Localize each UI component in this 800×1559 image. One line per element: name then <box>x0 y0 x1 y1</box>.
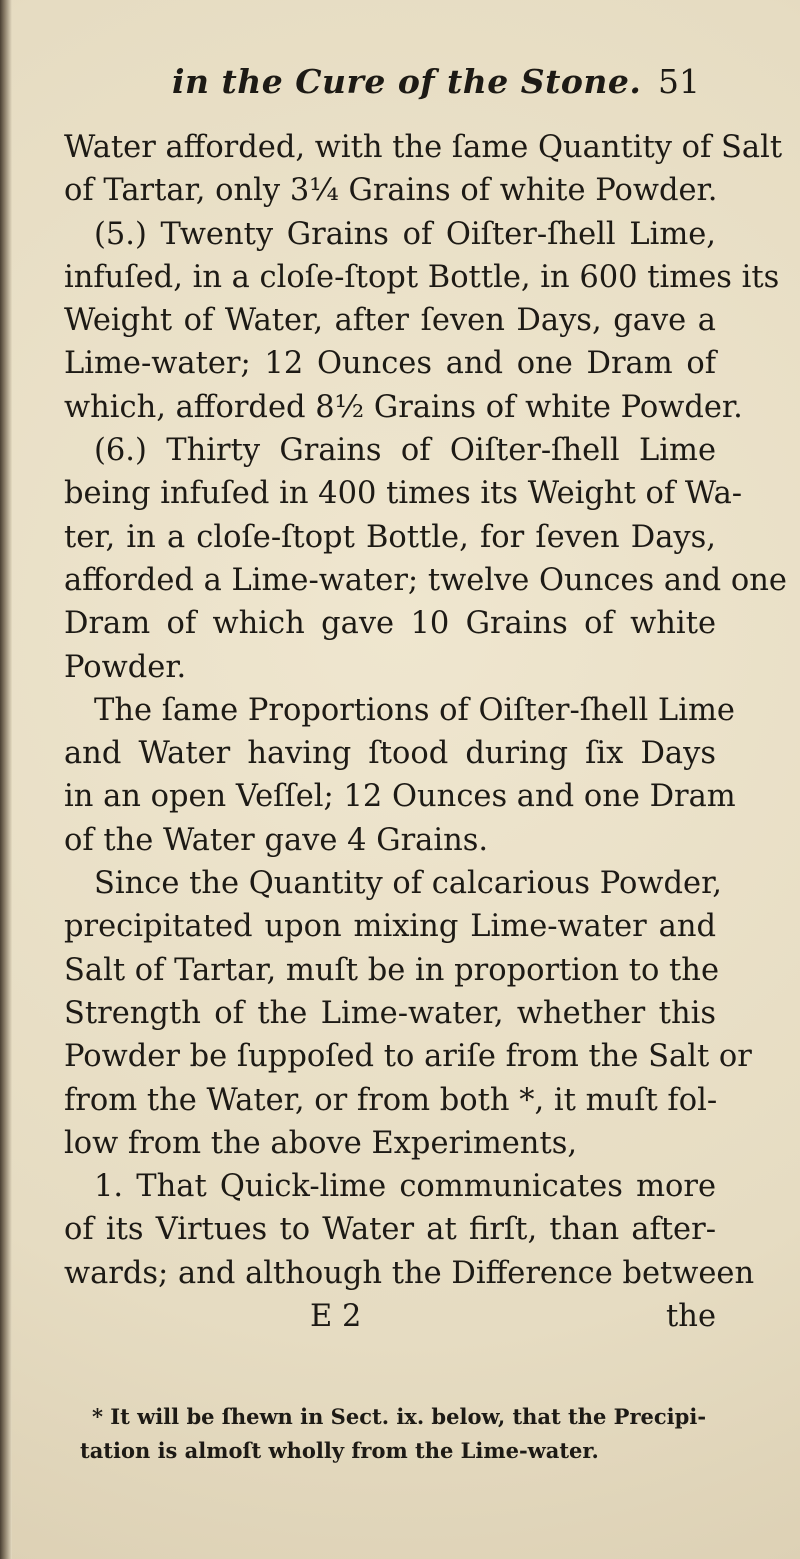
text-line: Water afforded, with the ſame Quantity of Salt <box>64 130 783 165</box>
text-line: in an open Veſſel; 12 Ounces and one Dram <box>64 779 736 815</box>
footnote-line: * It will be ſhewn in Sect. ix. below, that the Precipi- <box>92 1404 707 1429</box>
text-line: Weight of Water, after ſeven Days, gave a <box>64 303 716 339</box>
text-line: precipitated upon mixing Lime-water and <box>64 909 716 945</box>
text-line: Lime-water; 12 Ounces and one Dram of <box>64 346 716 382</box>
binding-edge <box>0 0 12 1559</box>
signature-mark: E 2 <box>310 1299 362 1335</box>
text-line: being infuſed in 400 times its Weight of Wa- <box>64 476 743 512</box>
text-line: from the Water, or from both *, it muſt fol- <box>64 1082 718 1118</box>
text-line: Since the Quantity of calcarious Powder, <box>94 866 723 902</box>
text-line: infuſed, in a cloſe-ſtopt Bottle, in 600 times its <box>64 259 780 295</box>
running-head: in the Cure of the Stone. <box>172 62 642 101</box>
footnote-line: tation is almoſt wholly from the Lime-water. <box>80 1438 599 1463</box>
text-line: (5.) Twenty Grains of Oiſter-ſhell Lime, <box>94 216 716 252</box>
text-line: (6.) Thirty Grains of Oiſter-ſhell Lime <box>94 433 716 469</box>
text-line: ter, in a cloſe-ſtopt Bottle, for ſeven Days, <box>64 519 716 555</box>
text-line: of the Water gave 4 Grains. <box>64 822 489 858</box>
text-line: Powder. <box>64 649 187 685</box>
text-line: The ſame Proportions of Oiſter-ſhell Lime <box>94 692 735 728</box>
footnote <box>80 1400 707 1468</box>
catchline <box>64 1295 716 1338</box>
catchword: the <box>666 1299 716 1335</box>
text-line: which, afforded 8½ Grains of white Powder. <box>64 389 743 425</box>
page-header <box>60 62 700 112</box>
page-number: 51 <box>658 62 700 101</box>
text-line: Salt of Tartar, muſt be in proportion to the <box>64 952 720 988</box>
text-line: of its Virtues to Water at firſt, than after- <box>64 1212 716 1248</box>
text-line: Strength of the Lime-water, whether this <box>64 995 716 1031</box>
text-line: Dram of which gave 10 Grains of white <box>64 606 716 642</box>
text-line: low from the above Experiments, <box>64 1125 578 1161</box>
text-line: and Water having ſtood during ſix Days <box>64 736 716 772</box>
text-line: afforded a Lime-water; twelve Ounces and one <box>64 562 787 598</box>
body-text <box>64 126 787 1338</box>
text-line: wards; and although the Difference between <box>64 1255 755 1291</box>
text-line: Powder be ſuppoſed to ariſe from the Salt or <box>64 1039 752 1075</box>
text-line: of Tartar, only 3¼ Grains of white Powder. <box>64 173 718 209</box>
text-line: 1. That Quick-lime communicates more <box>94 1169 716 1205</box>
